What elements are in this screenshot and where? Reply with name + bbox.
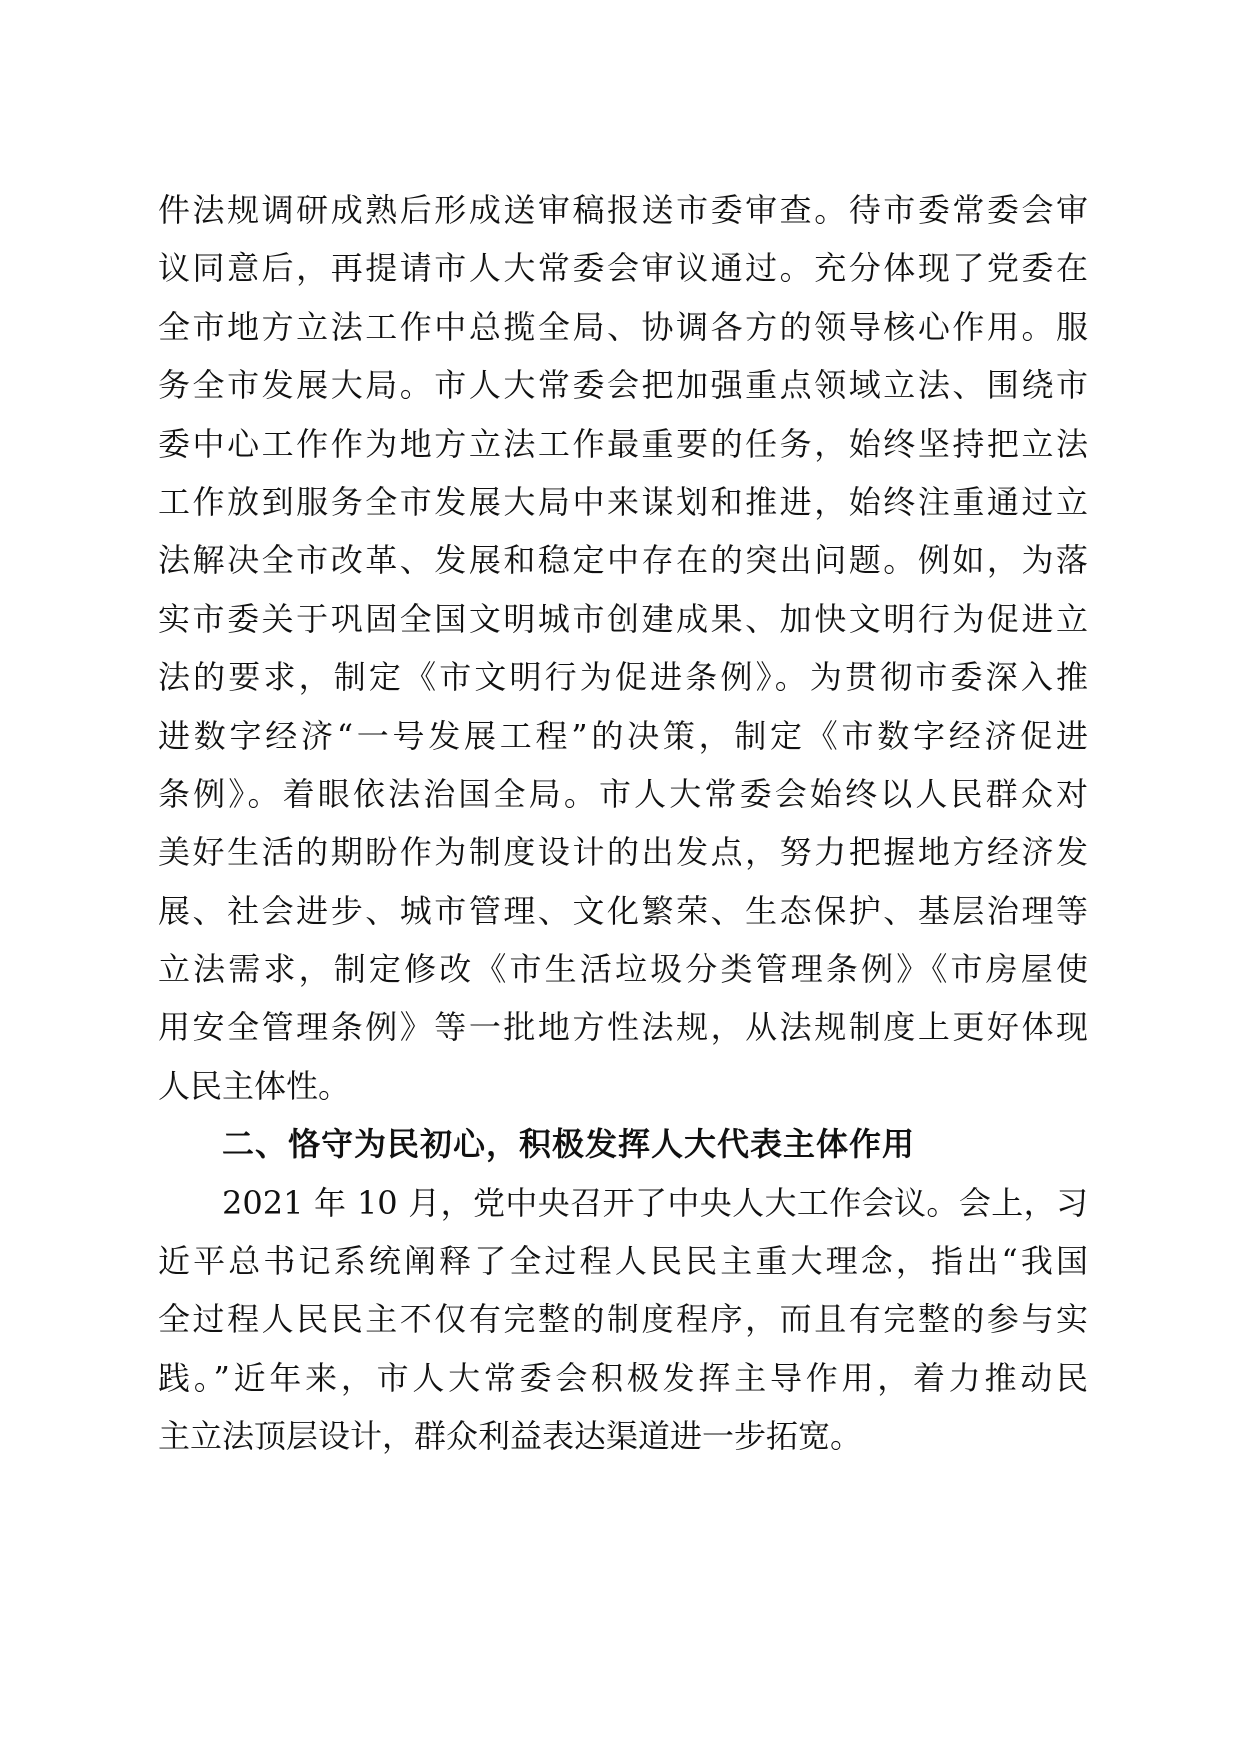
text-line: 2021 年 10 月，党中央召开了中央人大工作会议。会上，习 bbox=[222, 1183, 1088, 1222]
text-line: 全市地方立法工作中总揽全局、协调各方的领导核心作用。服 bbox=[158, 307, 1088, 346]
text-line: 法的要求，制定《市文明行为促进条例》。为贯彻市委深入推 bbox=[158, 658, 1088, 697]
section-heading: 二、恪守为民初心，积极发挥人大代表主体作用 bbox=[222, 1125, 916, 1164]
text-line: 人民主体性。 bbox=[158, 1066, 351, 1105]
paragraph-2 bbox=[158, 1174, 1088, 1466]
text-line: 全过程人民民主不仅有完整的制度程序，而且有完整的参与实 bbox=[158, 1300, 1088, 1339]
text-line: 件法规调研成熟后形成送审稿报送市委审查。待市委常委会审 bbox=[158, 191, 1088, 229]
text-line: 实市委关于巩固全国文明城市创建成果、加快文明行为促进立 bbox=[158, 599, 1088, 638]
text-line: 主立法顶层设计，群众利益表达渠道进一步拓宽。 bbox=[158, 1417, 863, 1456]
text-line: 务全市发展大局。市人大常委会把加强重点领域立法、围绕市 bbox=[158, 366, 1088, 405]
text-line: 进数字经济“一号发展工程”的决策，制定《市数字经济促进 bbox=[158, 716, 1088, 755]
paragraph-1 bbox=[158, 181, 1088, 1115]
text-line: 议同意后，再提请市人大常委会审议通过。充分体现了党委在 bbox=[158, 249, 1088, 288]
text-line: 近平总书记系统阐释了全过程人民民主重大理念，指出“我国 bbox=[158, 1242, 1088, 1281]
text-line: 用安全管理条例》等一批地方性法规，从法规制度上更好体现 bbox=[158, 1008, 1088, 1047]
text-line: 条例》。着眼依法治国全局。市人大常委会始终以人民群众对 bbox=[158, 774, 1088, 813]
document-body bbox=[158, 181, 1088, 1466]
text-line: 践。”近年来，市人大常委会积极发挥主导作用，着力推动民 bbox=[158, 1358, 1088, 1397]
text-line: 工作放到服务全市发展大局中来谋划和推进，始终注重通过立 bbox=[158, 482, 1088, 521]
text-line: 立法需求，制定修改《市生活垃圾分类管理条例》《市房屋使 bbox=[158, 950, 1088, 989]
text-line: 法解决全市改革、发展和稳定中存在的突出问题。例如，为落 bbox=[158, 541, 1088, 580]
text-line: 美好生活的期盼作为制度设计的出发点，努力把握地方经济发 bbox=[158, 833, 1088, 872]
text-line: 展、社会进步、城市管理、文化繁荣、生态保护、基层治理等 bbox=[158, 891, 1088, 930]
text-line: 委中心工作作为地方立法工作最重要的任务，始终坚持把立法 bbox=[158, 424, 1088, 463]
